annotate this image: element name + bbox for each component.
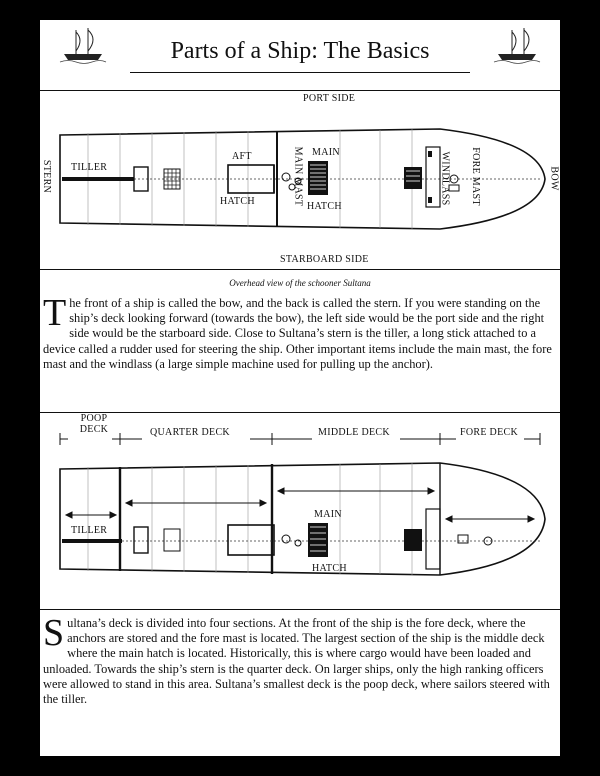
title-rule [130, 72, 470, 73]
bow-label: BOW [548, 166, 560, 191]
middle-deck-label: MIDDLE DECK [318, 427, 390, 438]
hatch-label-2: HATCH [312, 563, 347, 574]
ship-deck-sections-diagram [40, 413, 560, 609]
diagram-2-panel [40, 412, 560, 610]
worksheet-page [40, 20, 560, 756]
tiller-label-2: TILLER [71, 525, 108, 536]
main-label: MAIN [312, 147, 340, 158]
aft-hatch-label: HATCH [220, 196, 255, 207]
main-hatch-label: HATCH [307, 201, 342, 212]
page-title: Parts of a Ship: The Basics [170, 38, 430, 64]
decks-paragraph [40, 612, 560, 726]
intro-text: he front of a ship is called the bow, and the back is called the stern. If you were standing on the ship’s deck looking forward (towards the bow), the left side would be the port side and the right side would be the starboard side. Close to Sultana’s stern is the tiller, a long stick attached to a device called a rudder used for steering the ship. Other important items include the main mast, the fore mast and the windlass (a large simple machine used for pulling up the anchor). [43, 296, 552, 371]
quarter-deck-label: QUARTER DECK [150, 427, 230, 438]
intro-paragraph [40, 292, 560, 408]
stern-label: STERN [41, 159, 53, 194]
main-label-2: MAIN [314, 509, 342, 520]
main-mast-label: MAIN MAST [292, 146, 304, 207]
decks-text: ultana’s deck is divided into four sections. At the front of the ship is the fore deck, where the anchors are stored and the fore mast is located. The largest section of the ship is the middle deck where the main hatch is located. Historically, this is where cargo would have been loaded and unloaded. Towards the ship’s stern is the quarter deck. On larger ships, only the high ranking officers were allowed to stand in this area. Sultana’s smallest deck is the poop deck, where sailors steered with the tiller. [43, 616, 550, 707]
fore-mast-label: FORE MAST [469, 147, 481, 206]
aft-label: AFT [232, 151, 252, 162]
port-side-label: PORT SIDE [303, 93, 356, 104]
diagram-caption: Overhead view of the schooner Sultana [229, 278, 371, 288]
dropcap-t: T [43, 292, 67, 334]
windlass-label: WINDLASS [439, 151, 451, 206]
diagram-1-panel [40, 90, 560, 270]
poop-deck-label: POOP DECK [79, 413, 109, 435]
fore-deck-label: FORE DECK [460, 427, 518, 438]
tiller-label: TILLER [71, 162, 108, 173]
dropcap-s: S [43, 612, 65, 654]
starboard-side-label: STARBOARD SIDE [280, 254, 369, 265]
